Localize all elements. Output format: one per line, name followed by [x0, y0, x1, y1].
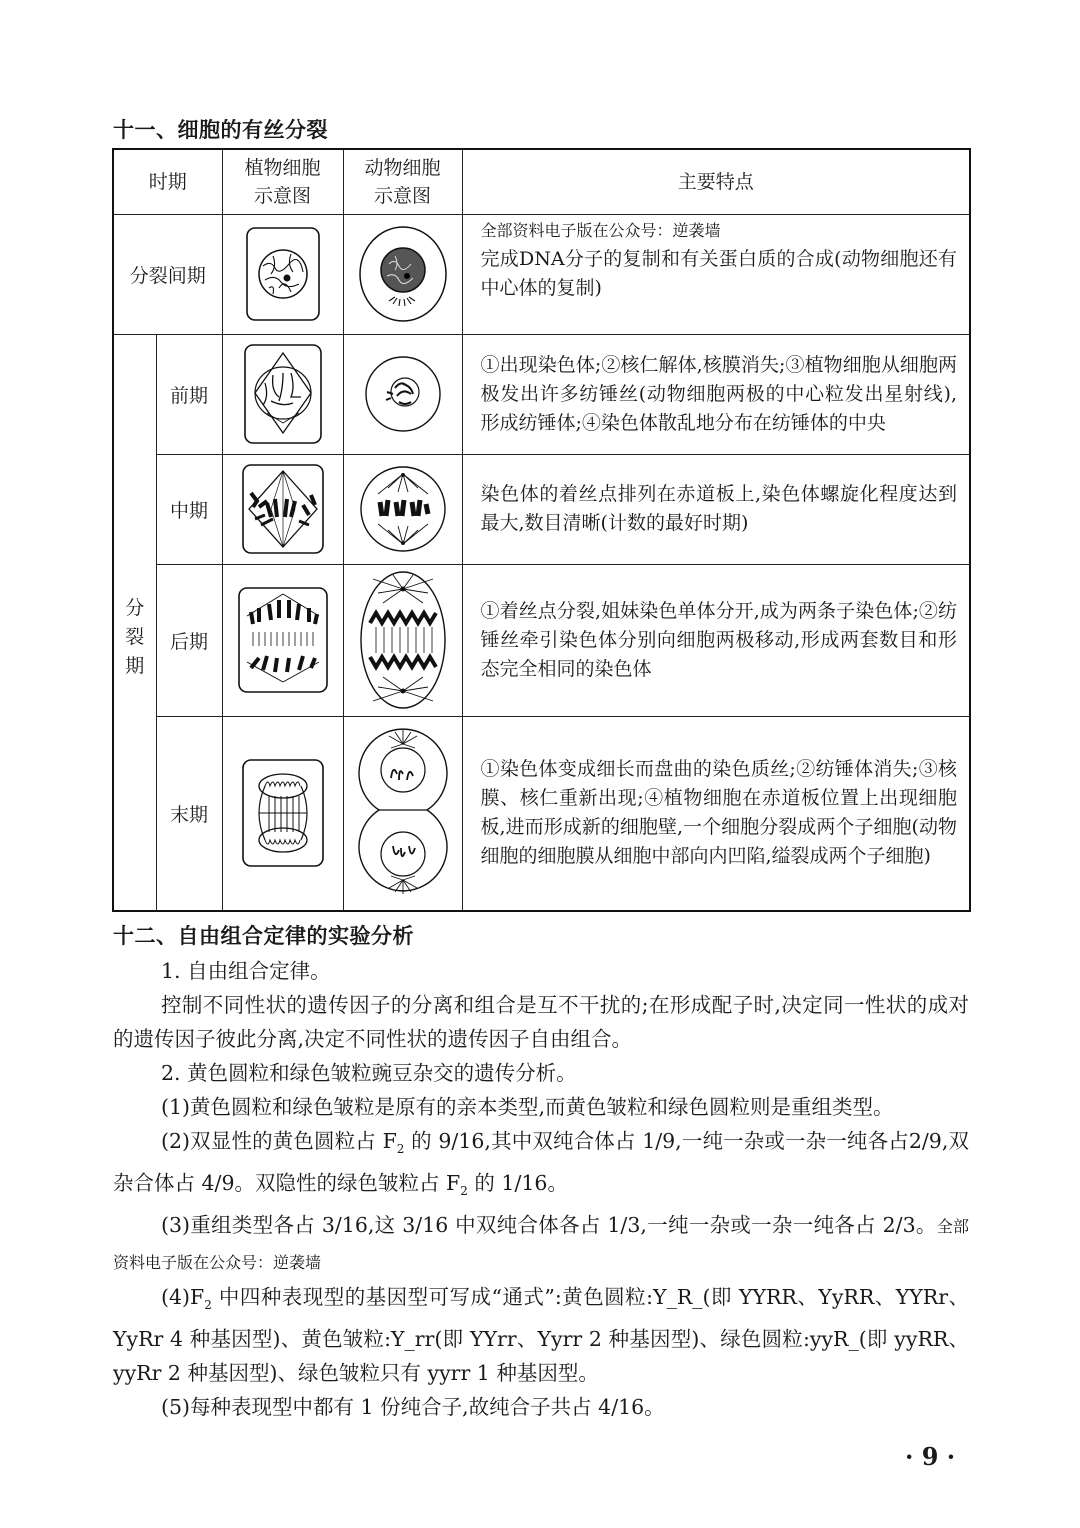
prophase-animal-figure	[343, 334, 462, 454]
subheading-2: 2. 黄色圆粒和绿色皱粒豌豆杂交的遗传分析。	[161, 1061, 577, 1085]
table-row	[113, 564, 970, 716]
features-cell: 全部资料电子版在公众号：逆袭墙 完成DNA分子的复制和有关蛋白质的合成(动物细胞还有中心体的复制)	[462, 214, 970, 334]
table-header-row	[113, 149, 970, 214]
section-12-title: 十二、自由组合定律的实验分析	[113, 924, 414, 948]
section-12-body	[113, 954, 969, 1424]
telophase-plant-cell-icon	[241, 758, 325, 868]
features-cell: ①出现染色体;②核仁解体,核膜消失;③植物细胞从细胞两极发出许多纺锤丝(动物细胞两极的中心粒发出星射线),形成纺锤体;④染色体散乱地分布在纺锤体的中央	[462, 334, 970, 454]
list-item-3: (3)重组类型各占 3/16,这 3/16 中双纯合体各占 1/3,一纯一杂或一杂一纯各占 2/3。全部资料电子版在公众号：逆袭墙	[113, 1213, 969, 1273]
telophase-animal-figure	[343, 716, 462, 911]
anaphase-plant-figure	[222, 564, 343, 716]
stage-label: 前期	[156, 334, 222, 454]
table-row	[113, 334, 970, 454]
paragraph: 控制不同性状的遗传因子的分离和组合是互不干扰的;在形成配子时,决定同一性状的成对的遗传因子彼此分离,决定不同性状的遗传因子自由组合。	[113, 993, 969, 1051]
header-features: 主要特点	[462, 149, 970, 214]
interphase-animal-cell-icon	[357, 224, 449, 324]
page-number: · 9 ·	[905, 1442, 956, 1471]
anaphase-animal-cell-icon	[358, 569, 448, 711]
list-item-5: (5)每种表现型中都有 1 份纯合子,故纯合子共占 4/16。	[161, 1395, 665, 1420]
features-cell: ①染色体变成细长而盘曲的染色质丝;②纺锤体消失;③核膜、核仁重新出现;④植物细胞在赤道板位置上出现细胞板,进而形成新的细胞壁,一个细胞分裂成两个子细胞(动物细胞的细胞膜从细胞中部向内凹陷,缢裂成两个子细胞)	[462, 716, 970, 911]
section-11-title: 十一、细胞的有丝分裂	[113, 118, 328, 142]
features-cell: 染色体的着丝点排列在赤道板上,染色体螺旋化程度达到最大,数目清晰(计数的最好时期)	[462, 454, 970, 564]
prophase-plant-figure	[222, 334, 343, 454]
stage-label: 中期	[156, 454, 222, 564]
header-plant-figure: 植物细胞 示意图	[222, 149, 343, 214]
stage-label: 分裂间期	[113, 214, 222, 334]
table-row	[113, 214, 970, 334]
table-row	[113, 716, 970, 911]
metaphase-animal-cell-icon	[358, 464, 448, 554]
anaphase-plant-cell-icon	[237, 586, 329, 694]
features-cell: ①着丝点分裂,姐妹染色单体分开,成为两条子染色体;②纺锤丝牵引染色体分别向细胞两极移动,形成两套数目和形态完全相同的染色体	[462, 564, 970, 716]
header-animal-figure: 动物细胞 示意图	[343, 149, 462, 214]
list-item-2: (2)双显性的黄色圆粒占 $F_2$ 的 9/16,其中双纯合体占 1/9,一纯一杂或一杂一纯各占2/9,双杂合体占 4/9。双隐性的绿色皱粒占 $F_2$ 的 1/16。	[113, 1129, 969, 1199]
list-item-4: $(4)F_2$ 中四种表现型的基因型可写成“通式”:黄色圆粒:Y_R_(即 YYRR、YyRR、YYRr、YyRr 4 种基因型)、黄色皱粒:Y_rr(即 YYrr、Yyrr 2 种基因型)、绿色圆粒:yyR_(即 yyRR、yyRr 2 种基因型)、绿色皱粒只有 yyrr 1 种基因型。	[113, 1285, 969, 1386]
table-row	[113, 454, 970, 564]
header-period: 时期	[113, 149, 222, 214]
interphase-plant-figure	[222, 214, 343, 334]
anaphase-animal-figure	[343, 564, 462, 716]
subheading-1: 1. 自由组合定律。	[161, 959, 331, 983]
telophase-animal-cell-icon	[357, 722, 449, 904]
prophase-plant-cell-icon	[243, 343, 323, 445]
interphase-plant-cell-icon	[245, 226, 321, 322]
watermark-text: 全部资料电子版在公众号：逆袭墙	[113, 1217, 969, 1273]
watermark-text: 全部资料电子版在公众号：逆袭墙	[480, 220, 721, 240]
division-phase-label: 分 裂 期	[113, 334, 156, 911]
list-item-1: (1)黄色圆粒和绿色皱粒是原有的亲本类型,而黄色皱粒和绿色圆粒则是重组类型。	[161, 1095, 894, 1119]
stage-label: 后期	[156, 564, 222, 716]
stage-label: 末期	[156, 716, 222, 911]
mitosis-table	[112, 148, 971, 912]
metaphase-animal-figure	[343, 454, 462, 564]
metaphase-plant-figure	[222, 454, 343, 564]
interphase-animal-figure	[343, 214, 462, 334]
metaphase-plant-cell-icon	[241, 463, 325, 555]
telophase-plant-figure	[222, 716, 343, 911]
prophase-animal-cell-icon	[363, 354, 443, 434]
